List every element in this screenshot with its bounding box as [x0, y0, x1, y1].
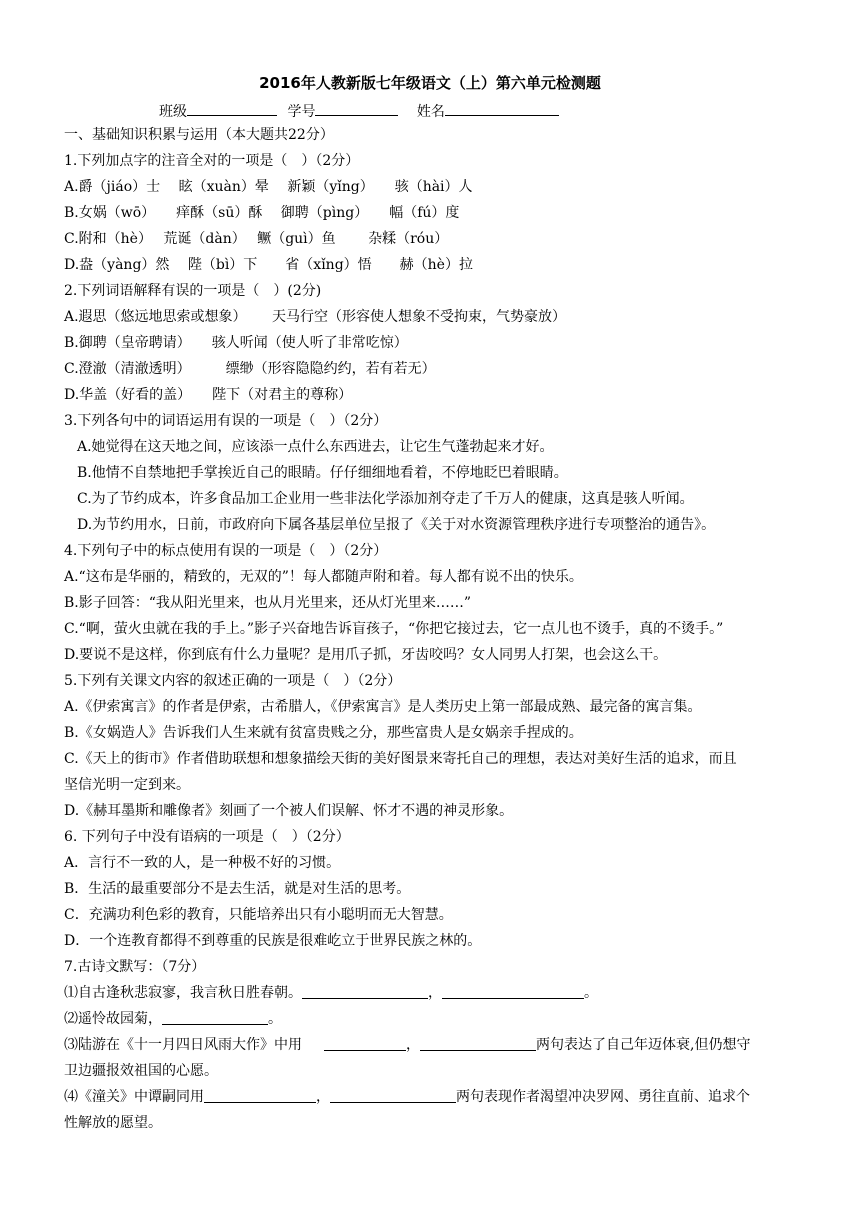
q4-option-b: B.影子回答：“我从阳光里来，也从月光里来，还从灯光里来……”: [64, 595, 472, 611]
q2-option-d: D.华盖（好看的盖） 陛下（对君主的尊称）: [64, 387, 353, 403]
q1-option-b: B.女娲（wō） 痒酥（sū）酥 御聘（pìng） 幅（fú）度: [64, 205, 460, 221]
q3-option-d: D.为节约用水，日前，市政府向下属各基层单位呈报了《关于对水资源管理秩序进行专项整治的通告》。: [77, 517, 716, 533]
q5-option-b: B.《女娲造人》告诉我们人生来就有贫富贵贱之分，那些富贵人是女娲亲手捏成的。: [64, 725, 583, 741]
q7-item-1-blank-2[interactable]: [442, 982, 584, 999]
q6-stem: 6. 下列句子中没有语病的一项是（ ）（2分）: [64, 829, 350, 845]
q3-option-a: A.她觉得在这天地之间，应该添一点什么东西进去，让它生气蓬勃起来才好。: [77, 439, 554, 455]
q7-item-4-text-2: 两句表现作者渴望冲决罗网、勇往直前、追求个: [456, 1089, 750, 1105]
q4-stem: 4.下列句子中的标点使用有误的一项是（ ）（2分）: [64, 543, 388, 559]
name-label: 姓名: [416, 104, 445, 120]
q2-option-a: A.遐思（悠远地思索或想象） 天马行空（形容使人想象不受拘束，气势豪放）: [64, 309, 567, 325]
q7-item-4-blank-2[interactable]: [330, 1086, 456, 1103]
q7-stem: 7.古诗文默写：（7分）: [64, 959, 206, 975]
q7-item-3-blank-2[interactable]: [420, 1034, 536, 1051]
q5-stem: 5.下列有关课文内容的叙述正确的一项是（ ）（2分）: [64, 673, 402, 689]
q3-option-c: C.为了节约成本，许多食品加工企业用一些非法化学添加剂夺走了千万人的健康，这真是骇人听闻。: [77, 491, 694, 507]
q7-item-1-blank-1[interactable]: [302, 982, 428, 999]
q1-option-d: D.盎（yàng）然 陛（bì）下 省（xǐng）悟 赫（hè）拉: [64, 257, 473, 273]
q6-option-a: A．言行不一致的人，是一种极不好的习惯。: [64, 855, 341, 871]
q6-option-d: D．一个连教育都得不到尊重的民族是很难屹立于世界民族之林的。: [64, 933, 482, 949]
q6-option-c: C．充满功利色彩的教育，只能培养出只有小聪明而无大智慧。: [64, 907, 453, 923]
section-heading: 一、基础知识积累与运用（本大题共22分）: [64, 127, 334, 143]
q7-item-2-blank[interactable]: [162, 1008, 268, 1025]
class-label: 班级: [159, 104, 187, 120]
q7-item-3: [64, 1032, 804, 1058]
q6-option-b: B．生活的最重要部分不是去生活，就是对生活的思考。: [64, 881, 411, 897]
q7-item-3-continued: 卫边疆报效祖国的心愿。: [64, 1063, 218, 1079]
q7-item-1-sep: ，: [428, 985, 442, 1001]
q2-option-b: B.御聘（皇帝聘请） 骇人听闻（使人听了非常吃惊）: [64, 335, 408, 351]
page-title: 2016年人教新版七年级语文（上）第六单元检测题: [259, 74, 601, 92]
q7-item-4-blank-1[interactable]: [204, 1086, 316, 1103]
name-blank[interactable]: [445, 99, 559, 116]
q7-item-2-end: 。: [268, 1011, 282, 1027]
q7-item-2: [64, 1006, 804, 1032]
q4-option-d: D.要说不是这样，你到底有什么力量呢？是用爪子抓，牙齿咬吗？女人同男人打架，也会这么干。: [64, 647, 668, 663]
q1-option-a: A.爵（jiáo）士 眩（xuàn）晕 新颖（yǐng） 骇（hài）人: [64, 179, 473, 195]
q7-item-4-sep: ，: [316, 1089, 330, 1105]
q7-item-1-text: ⑴自古逢秋悲寂寥，我言秋日胜春朝。: [64, 985, 302, 1001]
student-info-line: [159, 99, 559, 122]
q7-item-3-blank-1[interactable]: [324, 1034, 406, 1051]
q3-stem: 3.下列各句中的词语运用有误的一项是（ ）（2分）: [64, 413, 388, 429]
q5-option-c-continued: 坚信光明一定到来。: [64, 777, 190, 793]
q7-item-4: [64, 1084, 804, 1110]
student-id-label: 学号: [287, 104, 316, 120]
q5-option-d: D.《赫耳墨斯和雕像者》刻画了一个被人们误解、怀才不遇的神灵形象。: [64, 803, 514, 819]
q7-item-3-text: ⑶陆游在《十一月四日风雨大作》中用: [64, 1037, 302, 1053]
q1-stem: 1.下列加点字的注音全对的一项是（ ）（2分）: [64, 153, 360, 169]
class-blank[interactable]: [187, 99, 277, 116]
q7-item-3-text-2: 两句表达了自己年迈体衰,但仍想守: [536, 1037, 751, 1053]
q1-option-c: C.附和（hè） 荒诞（dàn） 鳜（guì）鱼 杂糅（róu）: [64, 231, 449, 247]
q7-item-2-text: ⑵遥怜故园菊，: [64, 1011, 162, 1027]
q7-item-4-text: ⑷《潼关》中谭嗣同用: [64, 1089, 204, 1105]
q7-item-1-end: 。: [584, 985, 598, 1001]
student-id-blank[interactable]: [315, 99, 398, 116]
q4-option-a: A.“这布是华丽的，精致的，无双的”！每人都随声附和着。每人都有说不出的快乐。: [64, 569, 583, 585]
q5-option-a: A.《伊索寓言》的作者是伊索，古希腊人，《伊索寓言》是人类历史上第一部最成熟、最完备的寓言集。: [64, 699, 702, 715]
q7-item-4-continued: 性解放的愿望。: [64, 1115, 162, 1131]
q4-option-c: C.“啊，萤火虫就在我的手上。”影子兴奋地告诉盲孩子，“你把它接过去，它一点儿也不烫手，真的不烫手。”: [64, 621, 724, 637]
q2-stem: 2.下列词语解释有误的一项是（ ）(2分): [64, 283, 322, 299]
q3-option-b: B.他情不自禁地把手掌挨近自己的眼睛。仔仔细细地看着，不停地眨巴着眼睛。: [77, 465, 568, 481]
q5-option-c: C.《天上的街市》作者借助联想和想象描绘天街的美好图景来寄托自己的理想，表达对美好生活的追求，而且: [64, 751, 737, 767]
q2-option-c: C.澄澈（清澈透明） 缥缈（形容隐隐约约，若有若无）: [64, 361, 436, 377]
question-body: [64, 122, 804, 1136]
q7-item-1: [64, 980, 804, 1006]
q7-item-3-sep: ，: [406, 1037, 420, 1053]
